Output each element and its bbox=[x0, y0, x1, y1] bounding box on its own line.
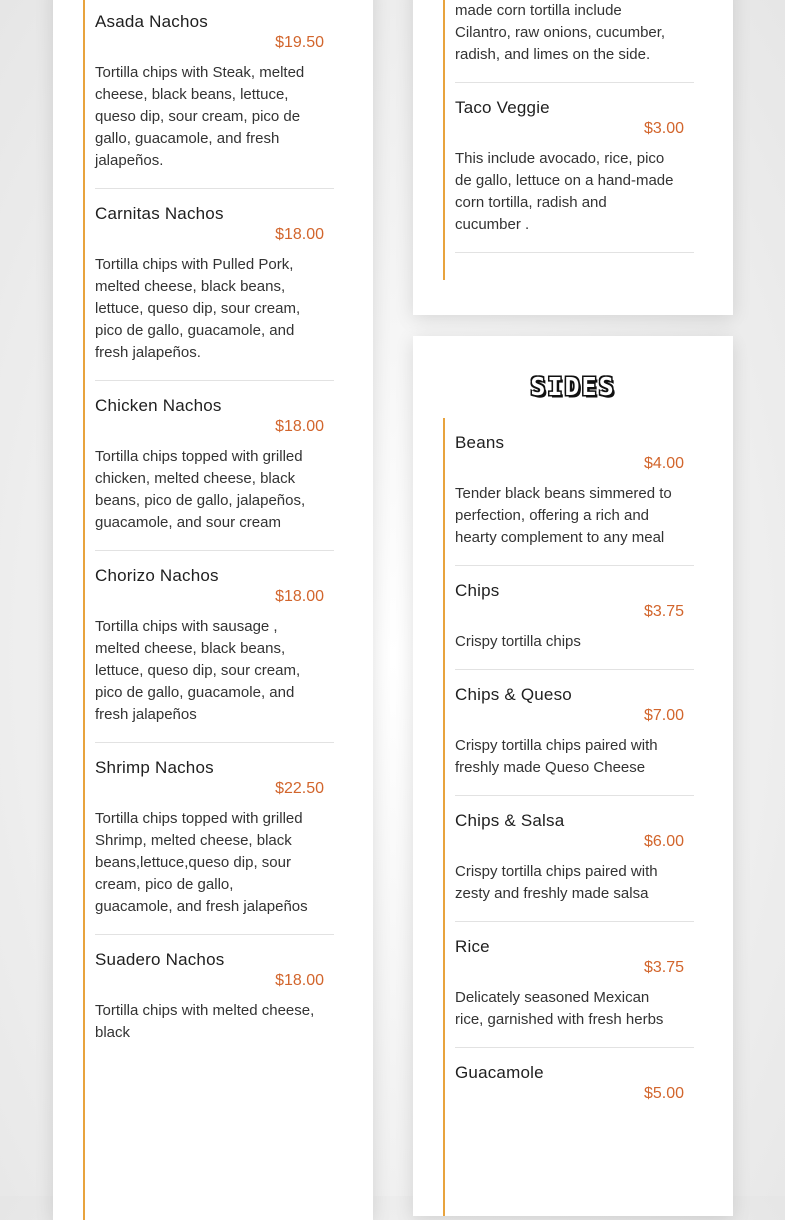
menu-item-description: Tortilla chips with sausage , melted cheese, black beans, lettuce, queso dip, sour cream, pico de gallo, guacamole, and fresh jalapeños bbox=[95, 618, 301, 723]
menu-item-price: $18.00 bbox=[275, 972, 324, 989]
menu-item-name: Carnitas Nachos bbox=[95, 204, 224, 223]
menu-item-price: $18.00 bbox=[275, 226, 324, 243]
section-title-sides: SIDES bbox=[530, 372, 616, 401]
menu-item-asada-nachos[interactable] bbox=[95, 0, 334, 189]
tacos-item-list bbox=[443, 0, 703, 280]
menu-item-beans[interactable] bbox=[455, 418, 694, 566]
menu-item-chicken-nachos[interactable] bbox=[95, 381, 334, 551]
menu-item-name: Suadero Nachos bbox=[95, 950, 225, 969]
menu-item-description: Tortilla chips with Pulled Pork, melted cheese, black beans, lettuce, queso dip, sour cream, pico de gallo, guacamole, and fresh jalapeños. bbox=[95, 256, 301, 361]
menu-item-price: $5.00 bbox=[643, 1085, 684, 1102]
menu-item-price: $22.50 bbox=[275, 780, 324, 797]
menu-item-name: Guacamole bbox=[455, 1063, 544, 1082]
menu-item-name: Taco Veggie bbox=[455, 98, 550, 117]
menu-item-rice[interactable] bbox=[455, 922, 694, 1048]
menu-item-shrimp-nachos[interactable] bbox=[95, 743, 334, 935]
menu-item-chips-queso[interactable] bbox=[455, 670, 694, 796]
menu-item-name: Chips & Salsa bbox=[455, 811, 565, 830]
nachos-menu-card bbox=[53, 0, 373, 1220]
menu-item-taco-veggie[interactable] bbox=[455, 83, 694, 253]
menu-item-price: $19.50 bbox=[275, 34, 324, 51]
menu-item-price: $4.00 bbox=[643, 455, 684, 472]
menu-item-name: Shrimp Nachos bbox=[95, 758, 214, 777]
menu-item-description: Tortilla chips topped with grilled Shrimp, melted cheese, black beans,lettuce,queso dip, sour cream, pico de gallo, guacamole, and fresh jalapeños bbox=[95, 810, 308, 915]
menu-item-name: Chicken Nachos bbox=[95, 396, 222, 415]
menu-item-price: $3.75 bbox=[643, 603, 684, 620]
sides-menu-card bbox=[413, 336, 733, 1216]
menu-item-name: Asada Nachos bbox=[95, 12, 208, 31]
menu-item-name: Beans bbox=[455, 433, 505, 452]
menu-item-guacamole[interactable] bbox=[455, 1048, 694, 1129]
menu-item-price: $18.00 bbox=[275, 418, 324, 435]
menu-item-price: $6.00 bbox=[643, 833, 684, 850]
tacos-menu-card bbox=[413, 0, 733, 315]
menu-item-name: Rice bbox=[455, 937, 490, 956]
menu-item-name: Chips bbox=[455, 581, 500, 600]
menu-item-price: $18.00 bbox=[275, 588, 324, 605]
menu-item-partial bbox=[455, 0, 694, 83]
menu-item-description: Crispy tortilla chips bbox=[455, 633, 581, 650]
menu-item-carnitas-nachos[interactable] bbox=[95, 189, 334, 381]
menu-item-price: $3.00 bbox=[643, 120, 684, 137]
menu-item-name: Chips & Queso bbox=[455, 685, 572, 704]
menu-item-name: Chorizo Nachos bbox=[95, 566, 219, 585]
menu-item-description: Crispy tortilla chips paired with zesty and freshly made salsa bbox=[455, 863, 658, 902]
menu-item-chips-salsa[interactable] bbox=[455, 796, 694, 922]
menu-item-chips[interactable] bbox=[455, 566, 694, 670]
menu-item-suadero-nachos[interactable] bbox=[95, 935, 334, 1060]
menu-item-chorizo-nachos[interactable] bbox=[95, 551, 334, 743]
nachos-item-list bbox=[83, 0, 343, 1220]
menu-item-description: Crispy tortilla chips paired with freshly made Queso Cheese bbox=[455, 737, 658, 776]
menu-item-description: This include avocado, rice, pico de gallo, lettuce on a hand-made corn tortilla, radish and cucumber . bbox=[455, 150, 674, 233]
menu-item-description: Tortilla chips with melted cheese, black bbox=[95, 1002, 315, 1041]
menu-item-description: Delicately seasoned Mexican rice, garnished with fresh herbs bbox=[455, 989, 664, 1028]
menu-item-price: $7.00 bbox=[643, 707, 684, 724]
menu-item-description: Tender black beans simmered to perfection, offering a rich and hearty complement to any meal bbox=[455, 485, 672, 546]
menu-item-description: made corn tortilla include Cilantro, raw onions, cucumber, radish, and limes on the side. bbox=[455, 2, 666, 63]
menu-item-description: Tortilla chips with Steak, melted cheese, black beans, lettuce, queso dip, sour cream, pico de gallo, guacamole, and fresh jalapeños. bbox=[95, 64, 305, 169]
menu-item-price: $3.75 bbox=[643, 959, 684, 976]
menu-item-description: Tortilla chips topped with grilled chicken, melted cheese, black beans, pico de gallo, jalapeños, guacamole, and sour cream bbox=[95, 448, 306, 531]
sides-item-list bbox=[443, 418, 703, 1216]
